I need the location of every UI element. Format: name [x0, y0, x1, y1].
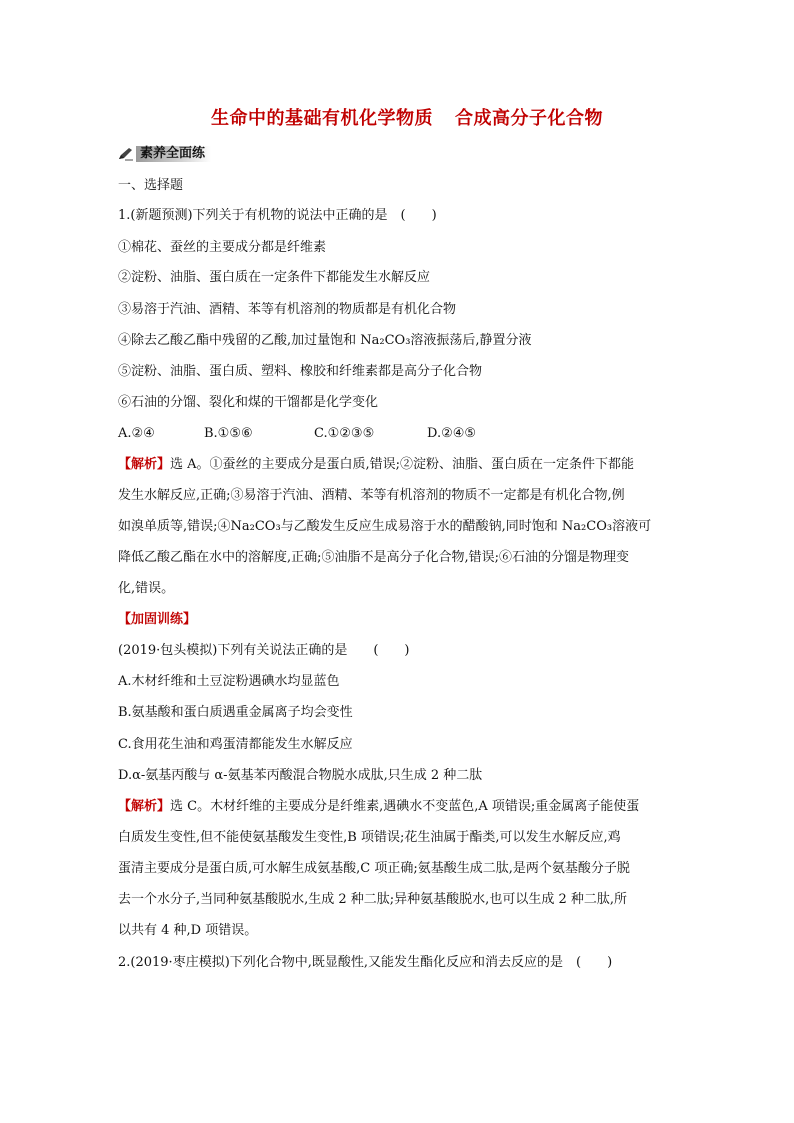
- pencil-icon: [118, 147, 134, 161]
- reinforce-option-a: A.木材纤维和土豆淀粉遇碘水均显蓝色: [118, 674, 340, 689]
- q1-statement: ③易溶于汽油、酒精、苯等有机溶剂的物质都是有机化合物: [118, 302, 457, 317]
- q1-statement: ①棉花、蚕丝的主要成分都是纤维素: [118, 240, 327, 255]
- q1-option-d: D.②④⑤: [427, 426, 477, 441]
- q1-statement: ④除去乙酸乙酯中残留的乙酸,加过量饱和 Na₂CO₃溶液振荡后,静置分液: [118, 333, 532, 348]
- q1-analysis-line: [118, 455, 634, 475]
- q2-stem: 2.(2019·枣庄模拟)下列化合物中,既显酸性,又能发生酯化反应和消去反应的是 ( ): [118, 955, 613, 970]
- q1-statement: ②淀粉、油脂、蛋白质在一定条件下都能发生水解反应: [118, 270, 431, 285]
- title-part-2: 合成高分子化合物: [455, 108, 603, 129]
- analysis-tag: 【解析】: [118, 457, 171, 472]
- part-heading: 一、选择题: [118, 178, 184, 193]
- q1-statement: ⑥石油的分馏、裂化和煤的干馏都是化学变化: [118, 395, 379, 410]
- q1-analysis-line: 降低乙酸乙酯在水中的溶解度,正确;⑤油脂不是高分子化合物,错误;⑥石油的分馏是物理变: [118, 550, 630, 565]
- reinforce-stem: (2019·包头模拟)下列有关说法正确的是 ( ): [118, 643, 410, 658]
- analysis-tag: 【解析】: [118, 799, 171, 814]
- section-header: [118, 146, 211, 162]
- section-header-label: 素养全面练: [136, 146, 211, 162]
- reinforce-option-b: B.氨基酸和蛋白质遇重金属离子均会变性: [118, 705, 353, 720]
- q1-analysis-line: 如溴单质等,错误;④Na₂CO₃与乙酸发生反应生成易溶于水的醋酸钠,同时饱和 Na₂CO₃溶液可: [118, 519, 652, 534]
- reinforce-option-c: C.食用花生油和鸡蛋清都能发生水解反应: [118, 737, 353, 752]
- q1-statement: ⑤淀粉、油脂、蛋白质、塑料、橡胶和纤维素都是高分子化合物: [118, 364, 483, 379]
- q1-analysis-line: 化,错误。: [118, 581, 175, 596]
- title-part-1: 生命中的基础有机化学物质: [211, 108, 433, 129]
- q1-analysis-line: 发生水解反应,正确;③易溶于汽油、酒精、苯等有机溶剂的物质不一定都是有机化合物,例: [118, 488, 625, 503]
- reinforce-analysis-line: 白质发生变性,但不能使氨基酸发生变性,B 项错误;花生油属于酯类,可以发生水解反应,鸡: [118, 830, 621, 845]
- reinforce-analysis-line: 去一个水分子,当同种氨基酸脱水,生成 2 种二肽;异种氨基酸脱水,也可以生成 2 种二肽,所: [118, 892, 627, 907]
- reinforce-analysis-line: 以共有 4 种,D 项错误。: [118, 923, 258, 938]
- reinforce-analysis-line: [118, 797, 639, 817]
- q1-option-a: A.②④: [118, 426, 155, 441]
- analysis-text: 选 C。木材纤维的主要成分是纤维素,遇碘水不变蓝色,A 项错误;重金属离子能使蛋: [170, 799, 640, 814]
- q1-stem: 1.(新题预测)下列关于有机物的说法中正确的是 ( ): [118, 208, 437, 223]
- analysis-text: 选 A。①蚕丝的主要成分是蛋白质,错误;②淀粉、油脂、蛋白质在一定条件下都能: [170, 457, 635, 472]
- document-title: [0, 104, 794, 130]
- q1-option-b: B.①⑤⑥: [204, 426, 253, 441]
- reinforce-tag: 【加固训练】: [118, 612, 197, 627]
- reinforce-analysis-line: 蛋清主要成分是蛋白质,可水解生成氨基酸,C 项正确;氨基酸生成二肽,是两个氨基酸分子脱: [118, 861, 630, 876]
- reinforce-option-d: D.α-氨基丙酸与 α-氨基苯丙酸混合物脱水成肽,只生成 2 种二肽: [118, 768, 483, 783]
- q1-option-c: C.①②③⑤: [314, 426, 375, 441]
